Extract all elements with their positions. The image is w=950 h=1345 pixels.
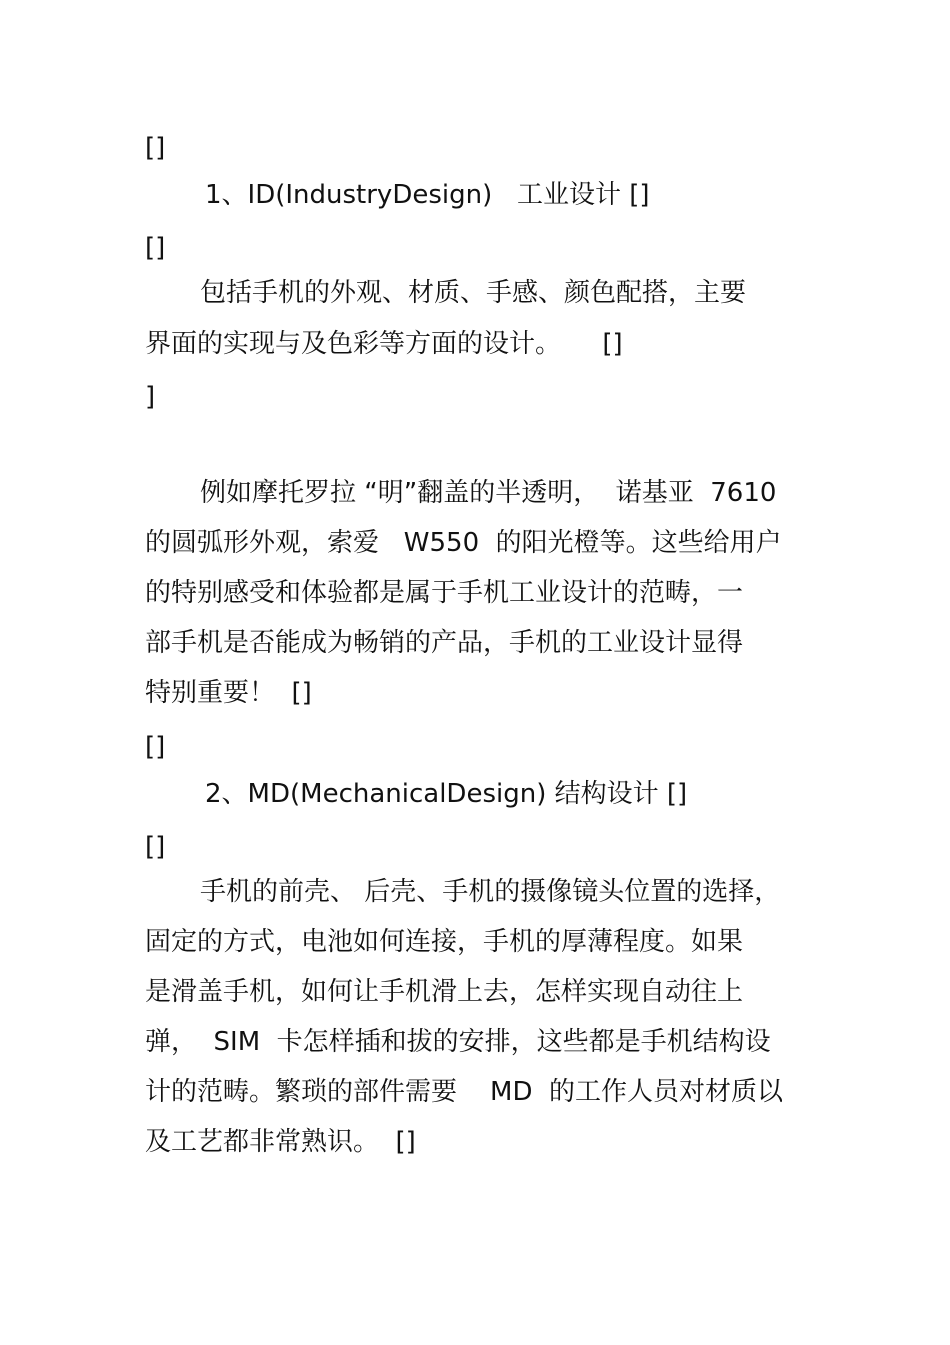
paragraph-line: 特别重要！ [] <box>145 678 312 708</box>
paragraph-line: 界面的实现与及色彩等方面的设计。 [] <box>145 329 623 359</box>
paragraph-line: 手机的前壳、 后壳、手机的摄像镜头位置的选择， <box>200 877 781 907</box>
paragraph-line: 的圆弧形外观，索爱 W550 的阳光橙等。这些给用户 <box>145 528 782 558</box>
bracket-marker: ] <box>145 382 156 412</box>
paragraph-line: 弹， SIM 卡怎样插和拔的安排，这些都是手机结构设 <box>145 1027 771 1057</box>
paragraph-line: 计的范畴。繁琐的部件需要 MD 的工作人员对材质以 <box>145 1077 784 1107</box>
paragraph-line: 固定的方式，电池如何连接，手机的厚薄程度。如果 <box>145 927 744 957</box>
bracket-marker: [] <box>145 133 166 163</box>
bracket-marker: [] <box>145 233 166 263</box>
section-heading-md: 2、MD(MechanicalDesign) 结构设计 [] <box>205 779 688 809</box>
paragraph-line: 是滑盖手机，如何让手机滑上去，怎样实现自动往上 <box>145 977 744 1007</box>
section-heading-id: 1、ID(IndustryDesign) 工业设计 [] <box>205 180 650 210</box>
bracket-marker: [] <box>145 732 166 762</box>
paragraph-line: 包括手机的外观、材质、手感、颜色配搭，主要 <box>200 278 747 308</box>
paragraph-line: 例如摩托罗拉 “明”翻盖的半透明， 诺基亚 7610 <box>200 478 777 508</box>
paragraph-line: 的特别感受和体验都是属于手机工业设计的范畴，一 <box>145 578 744 608</box>
paragraph-line: 及工艺都非常熟识。 [] <box>145 1127 416 1157</box>
paragraph-line: 部手机是否能成为畅销的产品，手机的工业设计显得 <box>145 628 744 658</box>
bracket-marker: [] <box>145 832 166 862</box>
